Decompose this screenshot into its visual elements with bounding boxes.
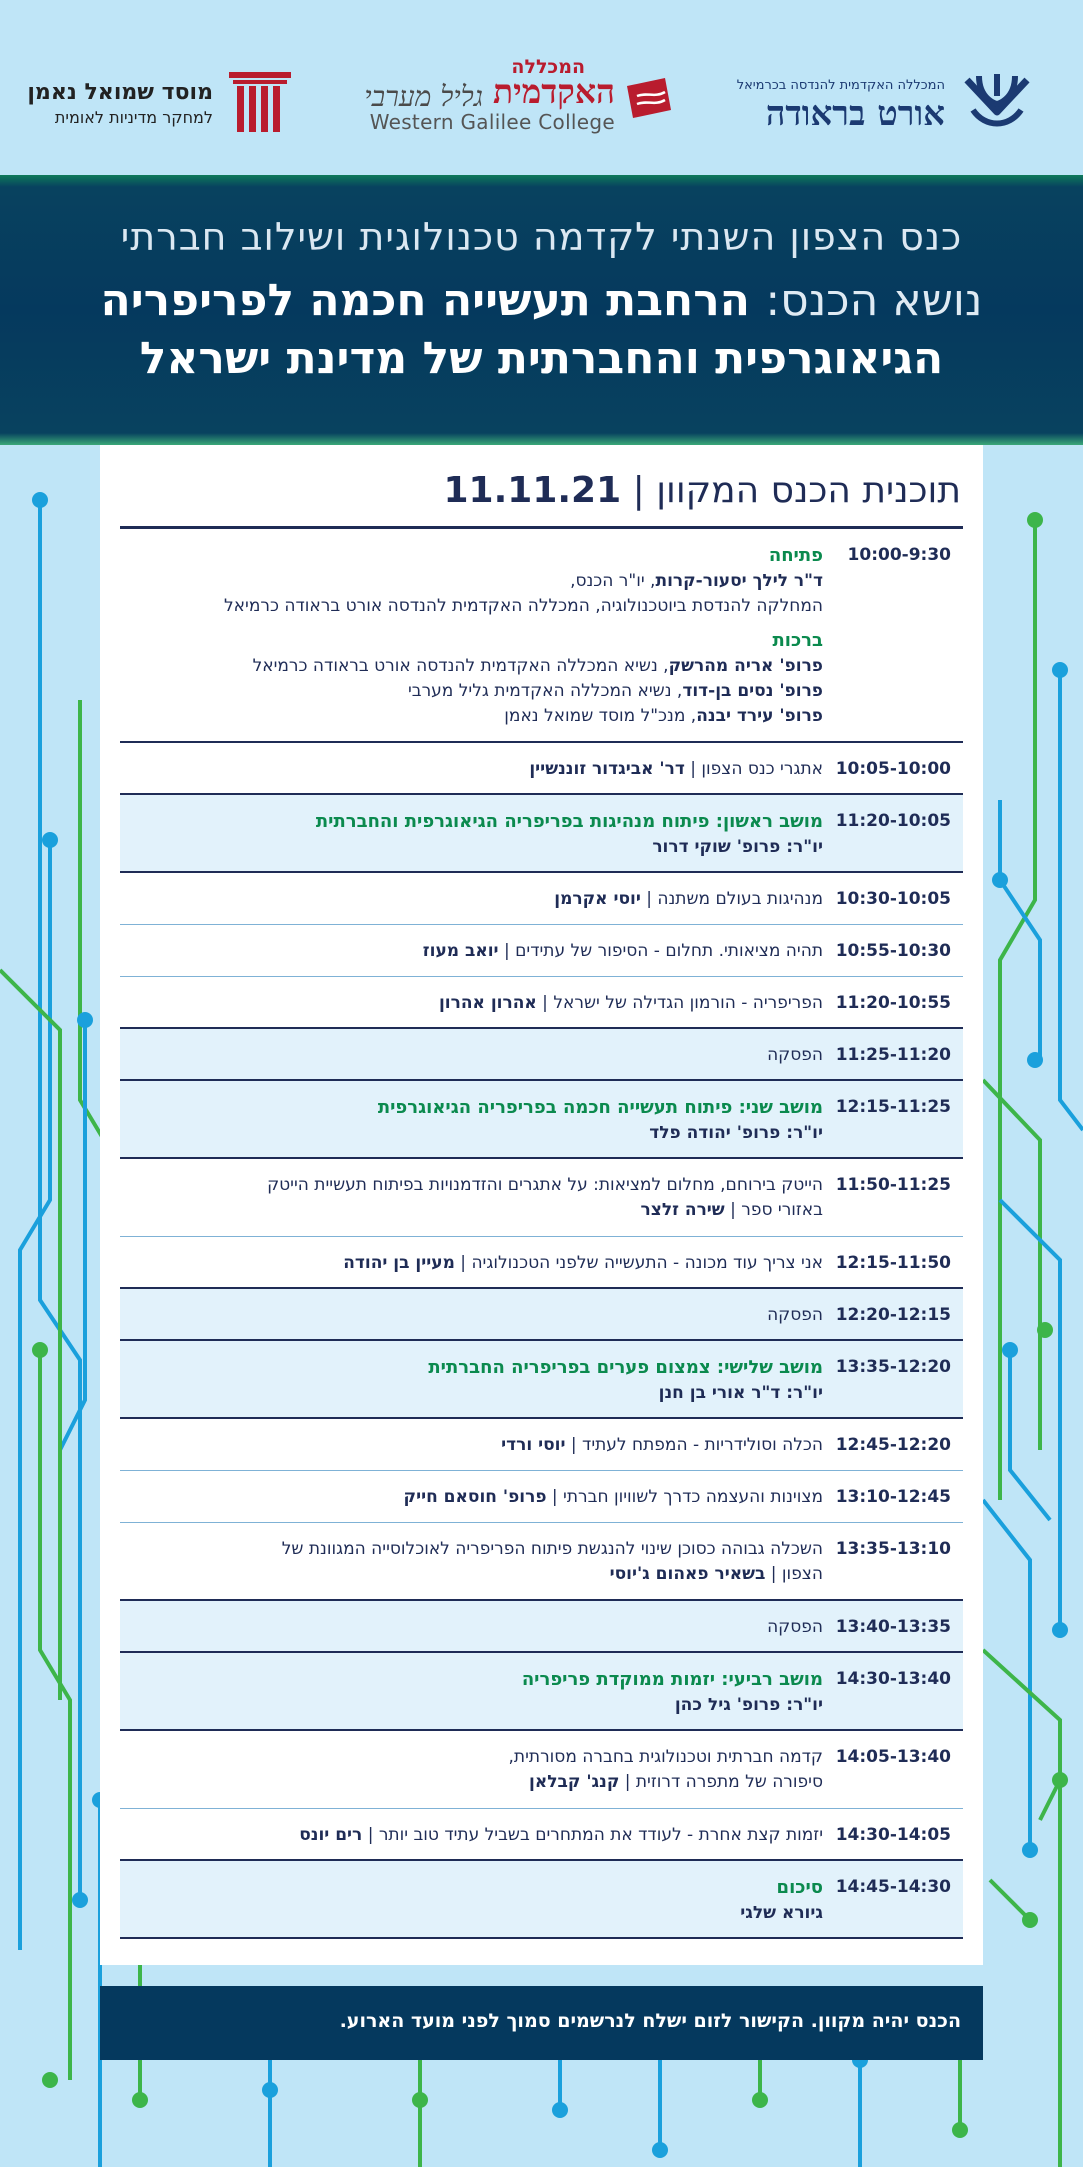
row-time: 13:35-13:10 bbox=[835, 1539, 951, 1559]
row-time: 10:55-10:30 bbox=[835, 941, 951, 961]
speaker-name: פרופ' אריה מהרשק bbox=[668, 656, 823, 676]
row-line bbox=[130, 594, 823, 619]
western-galilee-book-icon bbox=[625, 76, 673, 120]
section-heading: מושב רביעי: יזמות ממוקדת פריפריה bbox=[521, 1669, 823, 1690]
row-line bbox=[130, 939, 823, 964]
row-line bbox=[130, 1770, 823, 1795]
ort-logo-line2: אורט בראודה bbox=[765, 94, 945, 134]
row-line bbox=[130, 1173, 823, 1198]
session-row bbox=[120, 795, 963, 873]
row-content bbox=[130, 1823, 823, 1848]
session-row bbox=[120, 1289, 963, 1341]
talk-text: , יו"ר הכנס, bbox=[570, 571, 656, 591]
session-row bbox=[120, 1029, 963, 1081]
row-line bbox=[130, 991, 823, 1016]
conference-banner bbox=[0, 175, 1083, 445]
session-row bbox=[120, 1081, 963, 1159]
row-content bbox=[130, 757, 823, 782]
row-line bbox=[130, 1198, 823, 1223]
row-line bbox=[130, 1251, 823, 1276]
section-heading: מושב שני: פיתוח תעשייה חכמה בפריפריה הגיאוגרפית bbox=[377, 1097, 823, 1118]
ort-tulip-icon bbox=[959, 70, 1035, 130]
circuit-node bbox=[1002, 1342, 1018, 1358]
row-line bbox=[130, 1303, 823, 1328]
footer-note bbox=[100, 1986, 983, 2060]
speaker-name: ד"ר לילך יסעור-קרות bbox=[655, 571, 823, 591]
talk-text: מצוינות והעצמה כדרך לשוויון חברתי | bbox=[546, 1487, 823, 1507]
talk-text: יזמות קצת אחרת - לעודד את המתחרים בשביל עתיד טוב יותר | bbox=[362, 1825, 823, 1845]
circuit-node bbox=[1022, 1842, 1038, 1858]
program-title bbox=[444, 470, 962, 511]
row-line bbox=[130, 809, 823, 835]
talk-text: הפסקה bbox=[767, 1617, 823, 1637]
talk-text: קדמה חברתית וטכנולוגית בחברה מסורתית, bbox=[508, 1747, 823, 1767]
row-time: 12:15-11:25 bbox=[835, 1097, 951, 1117]
session-row bbox=[120, 1861, 963, 1939]
session-row bbox=[120, 1653, 963, 1731]
row-content bbox=[130, 887, 823, 912]
row-line bbox=[130, 1121, 823, 1146]
talk-text: אני צריך עוד מכונה - התעשייה שלפני הטכנולוגיה | bbox=[454, 1253, 823, 1273]
program-title-separator: | bbox=[632, 470, 645, 511]
talk-text: הייטק בירוחם, מחלום למציאות: על אתגרים והזדמנויות בפיתוח תעשיית הייטק bbox=[267, 1175, 823, 1195]
row-time: 14:45-14:30 bbox=[835, 1877, 951, 1897]
talk-text: הפסקה bbox=[767, 1305, 823, 1325]
section-heading: ברכות bbox=[772, 630, 823, 651]
circuit-node bbox=[992, 872, 1008, 888]
talk-text: השכלה גבוהה כסוכן שינוי להנגשת פיתוח הפריפריה לאוכלוסייה המגוונת של bbox=[281, 1539, 823, 1559]
circuit-node bbox=[32, 492, 48, 508]
row-time: 14:30-14:05 bbox=[835, 1825, 951, 1845]
row-time: 13:35-12:20 bbox=[835, 1357, 951, 1377]
schedule-row bbox=[120, 743, 963, 795]
circuit-node bbox=[1027, 1052, 1043, 1068]
circuit-node bbox=[1052, 662, 1068, 678]
row-line bbox=[130, 679, 823, 704]
western-galilee-logo bbox=[353, 52, 673, 142]
speaker-name: יוסי ורדי bbox=[501, 1435, 566, 1455]
schedule-row bbox=[120, 1471, 963, 1523]
schedule-row bbox=[120, 925, 963, 977]
speaker-name: פרופ' עירד יבנה bbox=[696, 706, 823, 726]
row-content bbox=[130, 1433, 823, 1458]
row-content bbox=[130, 809, 823, 860]
circuit-node bbox=[32, 1342, 48, 1358]
talk-text: הפריפריה - הורמון הגדילה של ישראל | bbox=[536, 993, 823, 1013]
row-content bbox=[130, 1303, 823, 1328]
circuit-node bbox=[42, 2072, 58, 2088]
wg-logo-small-text: המכללה bbox=[511, 56, 585, 78]
row-line bbox=[130, 1562, 823, 1587]
program-title-text: תוכנית הכנס המקוון bbox=[656, 470, 961, 511]
talk-text: , מנכ"ל מוסד שמואל נאמן bbox=[504, 706, 697, 726]
talk-text: הפסקה bbox=[767, 1045, 823, 1065]
talk-text: תהיה מציאותי. תחלום - הסיפור של עתידים | bbox=[498, 941, 823, 961]
speaker-name: יו"ר: פרופ' גיל כהן bbox=[674, 1695, 823, 1715]
neaman-pillar-icon bbox=[227, 70, 293, 136]
row-content bbox=[130, 1043, 823, 1068]
row-content bbox=[130, 1095, 823, 1146]
row-line bbox=[130, 1485, 823, 1510]
row-content bbox=[130, 1485, 823, 1510]
circuit-trace bbox=[983, 1500, 1030, 1850]
speaker-name: יואב מעוז bbox=[422, 941, 499, 961]
talk-text: הצפון | bbox=[765, 1564, 823, 1584]
section-heading: מושב ראשון: פיתוח מנהיגות בפריפריה הגיאוגרפית והחברתית bbox=[315, 811, 823, 832]
row-divider bbox=[120, 1937, 963, 1939]
session-row bbox=[120, 1341, 963, 1419]
row-time: 10:30-10:05 bbox=[835, 889, 951, 909]
talk-text: , נשיא המכללה האקדמית גליל מערבי bbox=[407, 681, 683, 701]
row-line bbox=[130, 1667, 823, 1693]
schedule-row bbox=[120, 1523, 963, 1601]
speaker-name: גיורא שלגי bbox=[740, 1903, 823, 1923]
row-content bbox=[130, 1667, 823, 1718]
row-time: 11:25-11:20 bbox=[835, 1045, 951, 1065]
row-content bbox=[130, 939, 823, 964]
conference-subtitle: כנס הצפון השנתי לקדמה טכנולוגית ושילוב חברתי bbox=[120, 215, 963, 259]
program-card bbox=[100, 445, 983, 1965]
row-content bbox=[130, 1745, 823, 1795]
wg-logo-big-text: האקדמית bbox=[492, 72, 615, 111]
row-line bbox=[130, 1875, 823, 1901]
row-content bbox=[130, 1173, 823, 1223]
speaker-name: יו"ר: פרופ' שוקי דרור bbox=[652, 837, 823, 857]
row-line bbox=[130, 1823, 823, 1848]
row-line bbox=[130, 704, 823, 729]
row-line bbox=[130, 1901, 823, 1926]
row-time: 10:05-10:00 bbox=[835, 759, 951, 779]
speaker-name: יו"ר: ד"ר אורי בן חנן bbox=[658, 1383, 823, 1403]
talk-text: הכלה וסולידריות - המפתח לעתיד | bbox=[565, 1435, 823, 1455]
circuit-node bbox=[262, 2082, 278, 2098]
row-time: 12:15-11:50 bbox=[835, 1253, 951, 1273]
talk-text: סיפורה של מתפרה דרוזית | bbox=[619, 1772, 823, 1792]
row-time: 12:20-12:15 bbox=[835, 1305, 951, 1325]
logo-bar bbox=[0, 0, 1083, 175]
circuit-trace bbox=[990, 1880, 1030, 1920]
row-line bbox=[130, 654, 823, 679]
section-heading: מושב שלישי: צמצום פערים בפריפריה החברתית bbox=[428, 1357, 823, 1378]
row-line bbox=[130, 543, 823, 569]
talk-text: , נשיא המכללה האקדמית להנדסה אורט בראודה כרמיאל bbox=[252, 656, 669, 676]
speaker-name: בשאיר פאהום ג'יוסי bbox=[609, 1564, 766, 1584]
row-time: 14:30-13:40 bbox=[835, 1669, 951, 1689]
row-time: 11:20-10:05 bbox=[835, 811, 951, 831]
row-content bbox=[130, 1537, 823, 1587]
talk-text: באזורי ספר | bbox=[724, 1200, 823, 1220]
row-line bbox=[130, 1355, 823, 1381]
speaker-name: פרופ' חוסאם חייק bbox=[403, 1487, 547, 1507]
theme-label: נושא הכנס: bbox=[765, 275, 983, 326]
circuit-node bbox=[412, 2092, 428, 2108]
schedule-row bbox=[120, 873, 963, 925]
row-line bbox=[130, 887, 823, 912]
row-content bbox=[130, 1355, 823, 1406]
speaker-name: יוסי אקרמן bbox=[554, 889, 641, 909]
circuit-node bbox=[132, 2092, 148, 2108]
circuit-trace bbox=[983, 1650, 1060, 2167]
speaker-name: אהרון אהרון bbox=[438, 993, 537, 1013]
wg-logo-script-text: גליל מערבי bbox=[364, 80, 483, 113]
row-content bbox=[130, 1615, 823, 1640]
circuit-node bbox=[952, 2122, 968, 2138]
circuit-node bbox=[652, 2142, 668, 2158]
schedule-row bbox=[120, 1419, 963, 1471]
neaman-logo-line2: למחקר מדיניות לאומית bbox=[54, 108, 213, 127]
row-line bbox=[130, 1095, 823, 1121]
row-line bbox=[130, 1537, 823, 1562]
circuit-node bbox=[1052, 1622, 1068, 1638]
neaman-logo-line1: מוסד שמואל נאמן bbox=[27, 80, 213, 105]
section-heading: סיכום bbox=[776, 1877, 823, 1898]
program-date: 11.11.21 bbox=[443, 470, 622, 511]
circuit-node bbox=[552, 2102, 568, 2118]
theme-text-1: הרחבת תעשייה חכמה לפריפריה bbox=[100, 275, 750, 326]
row-line bbox=[130, 1615, 823, 1640]
circuit-node bbox=[1037, 1322, 1053, 1338]
schedule-row bbox=[120, 1809, 963, 1861]
row-time: 10:00-9:30 bbox=[847, 545, 951, 565]
talk-text: המחלקה להנדסת ביוטכנולוגיה, המכללה האקדמית להנדסה אורט בראודה כרמיאל bbox=[224, 596, 823, 616]
speaker-name: דר' אביגדור זוננשיין bbox=[529, 759, 685, 779]
schedule-row bbox=[120, 1731, 963, 1809]
conference-theme-line1 bbox=[0, 275, 1083, 326]
circuit-node bbox=[72, 1892, 88, 1908]
row-time: 14:05-13:40 bbox=[835, 1747, 951, 1767]
circuit-node bbox=[42, 832, 58, 848]
row-line bbox=[130, 835, 823, 860]
speaker-name: יו"ר: פרופ' יהודה פלד bbox=[649, 1123, 823, 1143]
footer-text: הכנס יהיה מקוון. הקישור לזום ישלח לנרשמים סמוך לפני מועד הארוע. bbox=[339, 2010, 961, 2032]
row-time: 11:50-11:25 bbox=[835, 1175, 951, 1195]
row-time: 12:45-12:20 bbox=[835, 1435, 951, 1455]
section-heading: פתיחה bbox=[768, 545, 823, 566]
speaker-name: רים יונס bbox=[299, 1825, 363, 1845]
row-time: 13:10-12:45 bbox=[835, 1487, 951, 1507]
row-content bbox=[130, 991, 823, 1016]
speaker-name: שירה זלצר bbox=[640, 1200, 725, 1220]
schedule-row bbox=[120, 977, 963, 1029]
ort-braude-logo bbox=[735, 66, 1035, 136]
row-line bbox=[130, 1693, 823, 1718]
speaker-name: קנג' קבלאן bbox=[529, 1772, 620, 1792]
circuit-node bbox=[1022, 1912, 1038, 1928]
speaker-name: פרופ' נסים בן-דוד bbox=[682, 681, 823, 701]
row-line bbox=[130, 1381, 823, 1406]
circuit-trace bbox=[1060, 670, 1083, 1130]
session-row bbox=[120, 1601, 963, 1653]
ort-logo-line1: המכללה האקדמית להנדסה בכרמיאל bbox=[736, 78, 945, 93]
row-content bbox=[130, 1875, 823, 1926]
wg-logo-english-text: Western Galilee College bbox=[369, 110, 615, 134]
circuit-node bbox=[1027, 512, 1043, 528]
conference-theme-line2: הגיאוגרפית והחברתית של מדינת ישראל bbox=[139, 333, 944, 384]
circuit-trace bbox=[1010, 1350, 1050, 1520]
circuit-node bbox=[77, 1012, 93, 1028]
circuit-node bbox=[752, 2092, 768, 2108]
schedule-row bbox=[120, 1237, 963, 1289]
row-line bbox=[130, 1433, 823, 1458]
schedule-row bbox=[120, 1159, 963, 1237]
row-time: 13:40-13:35 bbox=[835, 1617, 951, 1637]
neaman-institute-logo bbox=[27, 66, 293, 136]
row-line bbox=[130, 1745, 823, 1770]
row-time: 11:20-10:55 bbox=[835, 993, 951, 1013]
speaker-name: מעיין בן יהודה bbox=[343, 1253, 455, 1273]
row-content bbox=[130, 543, 823, 729]
talk-text: אתגרי כנס הצפון | bbox=[684, 759, 823, 779]
row-line bbox=[130, 1043, 823, 1068]
circuit-node bbox=[1052, 1772, 1068, 1788]
row-line bbox=[130, 569, 823, 594]
talk-text: מנהיגות בעולם משתנה | bbox=[640, 889, 823, 909]
schedule-row bbox=[120, 529, 963, 743]
circuit-trace bbox=[40, 1350, 70, 2080]
row-content bbox=[130, 1251, 823, 1276]
row-line bbox=[130, 628, 823, 654]
row-line bbox=[130, 757, 823, 782]
